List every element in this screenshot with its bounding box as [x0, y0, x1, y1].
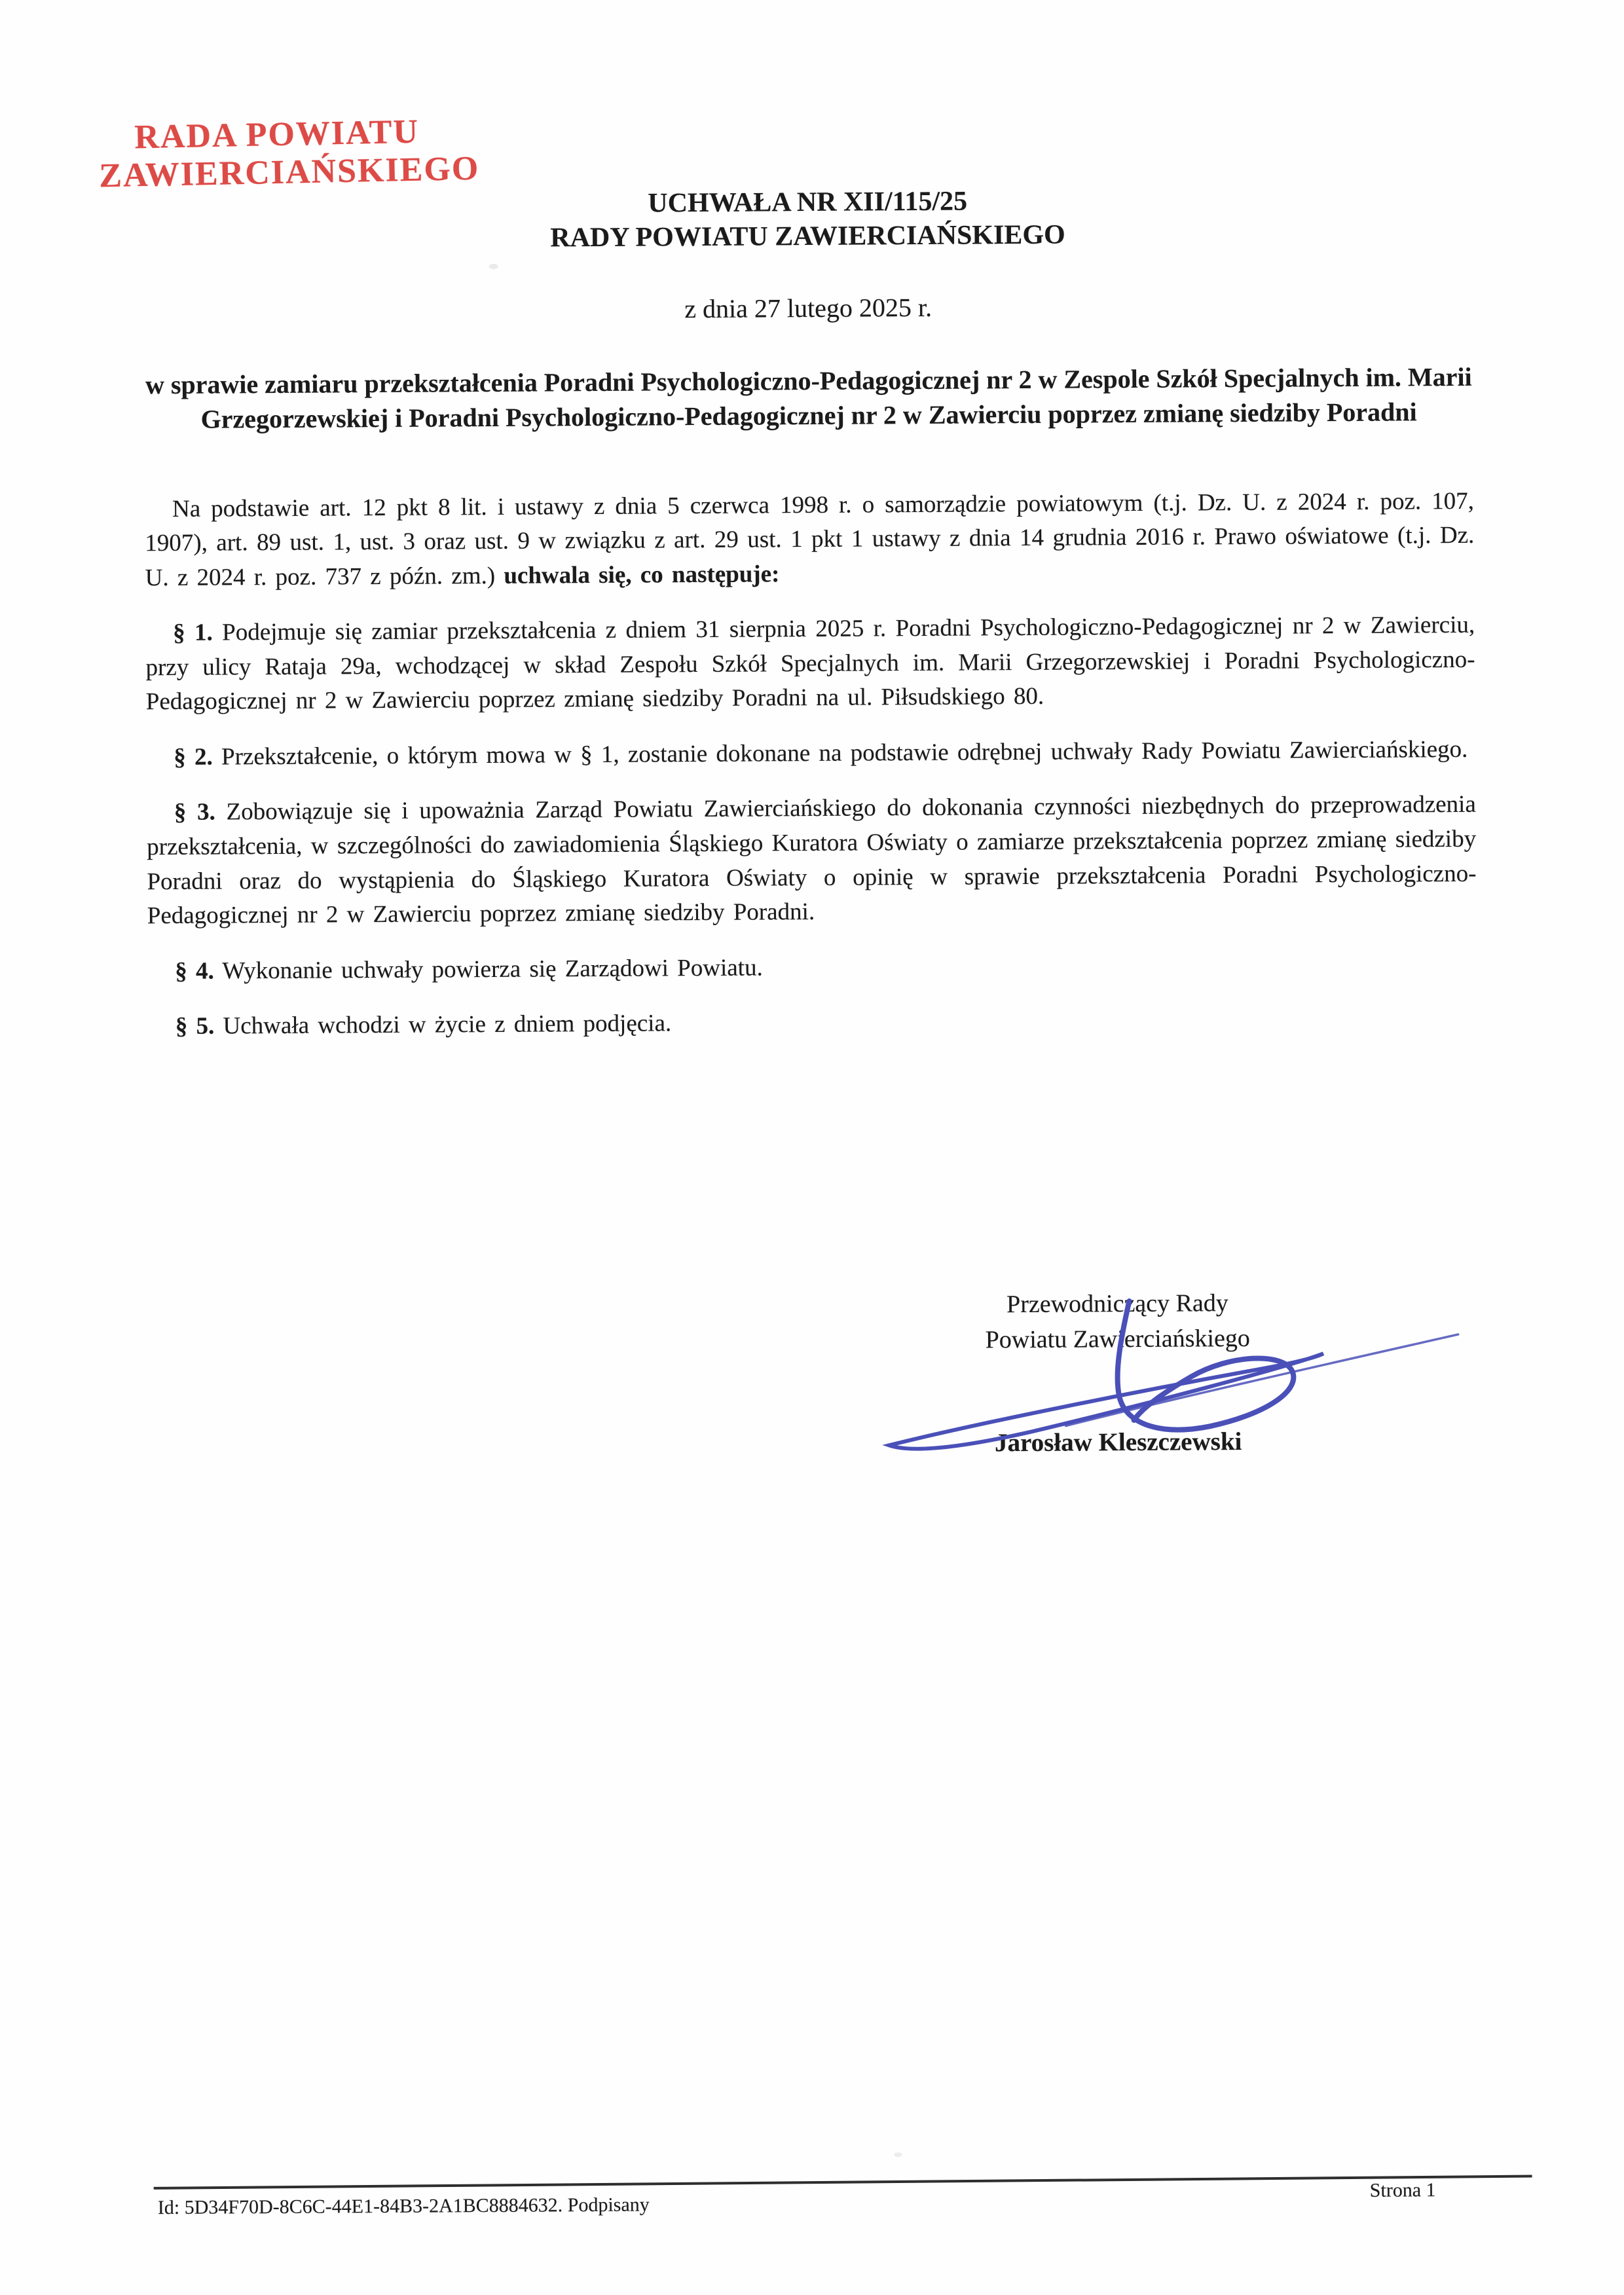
resolution-subject: w sprawie zamiaru przekształcenia Poradni Psychologiczno-Pedagogicznej nr 2 w Zespole Szkół Specjalnych im. Marii Grzegorzewskiej i Poradni Psychologiczno-Pedagogicznej nr 2 w Zawierciu poprzez zmianę siedziby Poradni [145, 361, 1472, 434]
footer-page-number: Strona 1 [1369, 2179, 1436, 2201]
enacting-formula: uchwala się, co następuje: [504, 560, 780, 589]
paragraph-1 [145, 608, 1475, 720]
footer-divider [154, 2175, 1532, 2190]
paragraph-1-text: Podejmuje się zamiar przekształcenia z dniem 31 sierpnia 2025 r. Poradni Psychologiczno-Pedagogicznej nr 2 w Zawierciu, przy ulicy Rataja 29a, wchodzącej w skład Zespołu Szkół Specjalnych im. Marii Grzegorzewskiej i Poradni Psychologiczno-Pedagogicznej nr 2 w Zawierciu poprzez zmianę siedziby Poradni na ul. Piłsudskiego 80. [145, 612, 1475, 716]
paragraph-2 [146, 733, 1475, 775]
issuing-body: RADY POWIATU ZAWIERCIAŃSKIEGO [550, 219, 1065, 253]
paragraph-4 [147, 946, 1477, 989]
stamp-line-1: RADA POWIATU [134, 113, 420, 156]
paragraph-2-text: Przekształcenie, o którym mowa w § 1, zostanie dokonane na podstawie odrębnej uchwały Rady Powiatu Zawierciańskiego. [221, 735, 1468, 771]
paragraph-3 [147, 788, 1477, 934]
legal-basis-text: Na podstawie art. 12 pkt 8 lit. i ustawy z dnia 5 czerwca 1998 r. o samorządzie powiatowym (t.j. Dz. U. z 2024 r. poz. 107, 1907), art. 89 ust. 1, ust. 3 oraz ust. 9 w związku z art. 29 ust. 1 pkt 1 ustawy z dnia 14 grudnia 2016 r. Prawo oświatowe (t.j. Dz. U. z 2024 r. poz. 737 z późn. zm.) [145, 487, 1475, 592]
signer-name: Jarosław Kleszczewski [994, 1427, 1242, 1458]
signature-block [842, 1285, 1393, 1462]
signer-role-line-2: Powiatu Zawierciańskiego [985, 1324, 1250, 1354]
resolution-title [143, 181, 1473, 258]
stamp-line-2: ZAWIERCIAŃSKIEGO [98, 150, 480, 195]
scan-speck [489, 264, 498, 269]
resolution-date: z dnia 27 lutego 2025 r. [684, 293, 932, 324]
legal-basis-paragraph [145, 485, 1475, 596]
signer-role-line-1: Przewodniczący Rady [1006, 1289, 1228, 1319]
paragraph-5 [148, 1002, 1477, 1044]
paragraph-5-marker: § 5. [175, 1012, 215, 1040]
paragraph-4-marker: § 4. [175, 957, 214, 985]
paragraph-1-marker: § 1. [173, 619, 213, 647]
paragraph-4-text: Wykonanie uchwały powierza się Zarządowi Powiatu. [222, 954, 763, 985]
resolution-number: UCHWAŁA NR XII/115/25 [648, 186, 968, 219]
footer-document-id: Id: 5D34F70D-8C6C-44E1-84B3-2A1BC8884632. Podpisany [157, 2194, 650, 2219]
paragraph-3-text: Zobowiązuje się i upoważnia Zarząd Powiatu Zawierciańskiego do dokonania czynności niezbędnych do przeprowadzenia przekształcenia, w szczególności do zawiadomienia Śląskiego Kuratora Oświaty o zamiarze przekształcenia poprzez zmianę siedziby Poradni oraz do wystąpienia do Śląskiego Kuratora Oświaty o opinię w sprawie przekształcenia Poradni Psychologiczno-Pedagogicznej nr 2 w Zawierciu poprzez zmianę siedziby Poradni. [147, 791, 1477, 930]
scan-speck [894, 2152, 902, 2157]
paragraph-3-marker: § 3. [174, 799, 215, 826]
paragraph-2-marker: § 2. [174, 743, 213, 771]
paragraph-5-text: Uchwała wchodzi w życie z dniem podjęcia. [223, 1010, 672, 1040]
document-body [141, 0, 1477, 1044]
resolution-text [145, 485, 1477, 1044]
